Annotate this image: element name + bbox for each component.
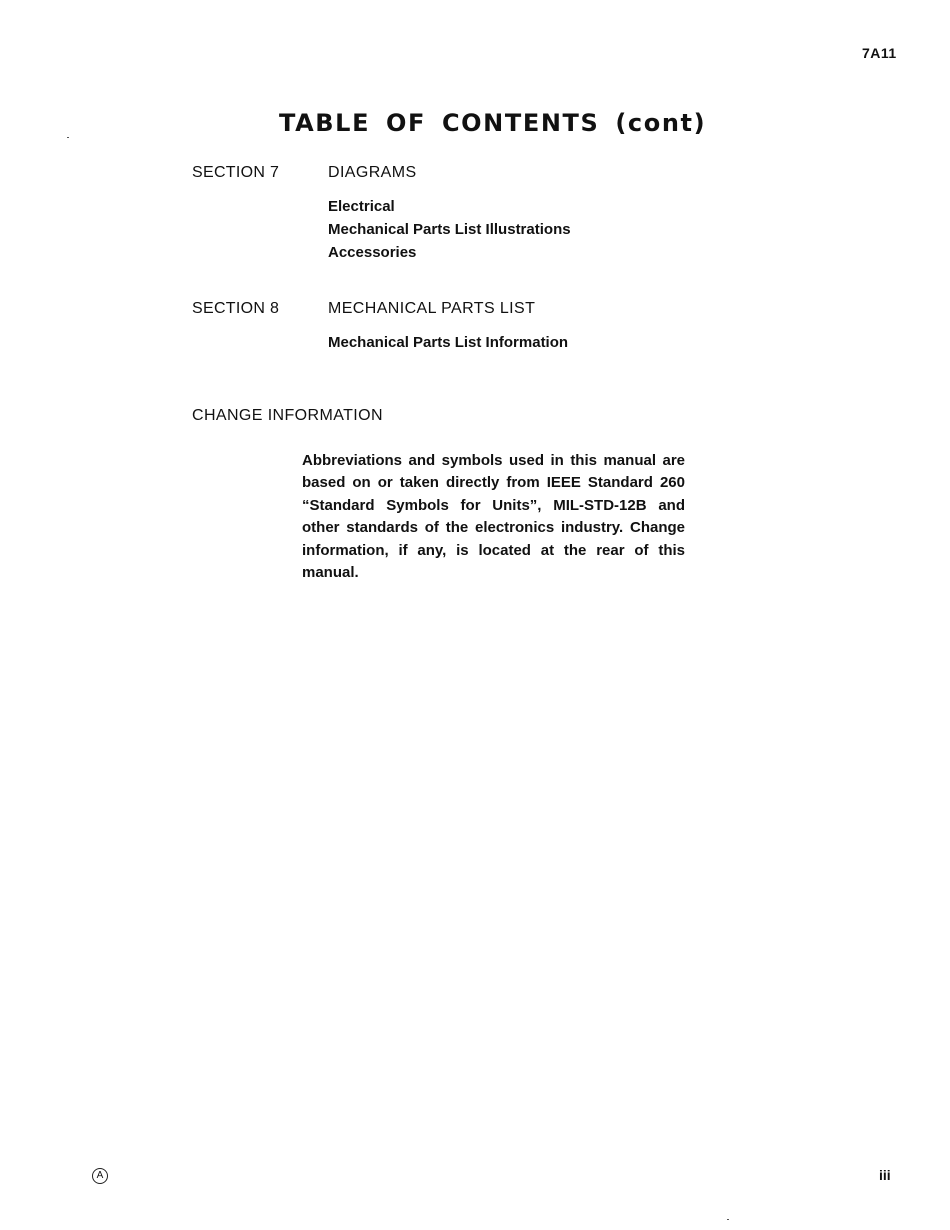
section-7-label: SECTION 7 — [192, 164, 280, 181]
section-7-item-electrical: Electrical — [328, 198, 395, 215]
page-title: TABLE OF CONTENTS (cont) — [279, 109, 707, 137]
section-7-item-accessories: Accessories — [328, 244, 417, 261]
section-7-heading: DIAGRAMS — [328, 164, 417, 181]
change-information-heading: CHANGE INFORMATION — [192, 407, 383, 424]
change-information-text: Abbreviations and symbols used in this manual are based on or taken directly from IEEE Standard 260 “Standard Symbols for Units”, MIL-STD-12B and other standards of the electronics industry. Change information, if any, is located at the rear of this manual. — [302, 452, 685, 582]
section-8-label: SECTION 8 — [192, 300, 280, 317]
section-7-item-mechanical-illustrations: Mechanical Parts List Illustrations — [328, 221, 571, 238]
section-8-heading: MECHANICAL PARTS LIST — [328, 300, 536, 317]
section-8-item-parts-list-information: Mechanical Parts List Information — [328, 334, 569, 351]
copyright-mark-icon: A — [92, 1168, 108, 1184]
model-id: 7A11 — [862, 45, 897, 61]
scan-speck — [727, 1219, 729, 1220]
scan-speck — [67, 137, 69, 138]
page-number: iii — [879, 1167, 891, 1183]
